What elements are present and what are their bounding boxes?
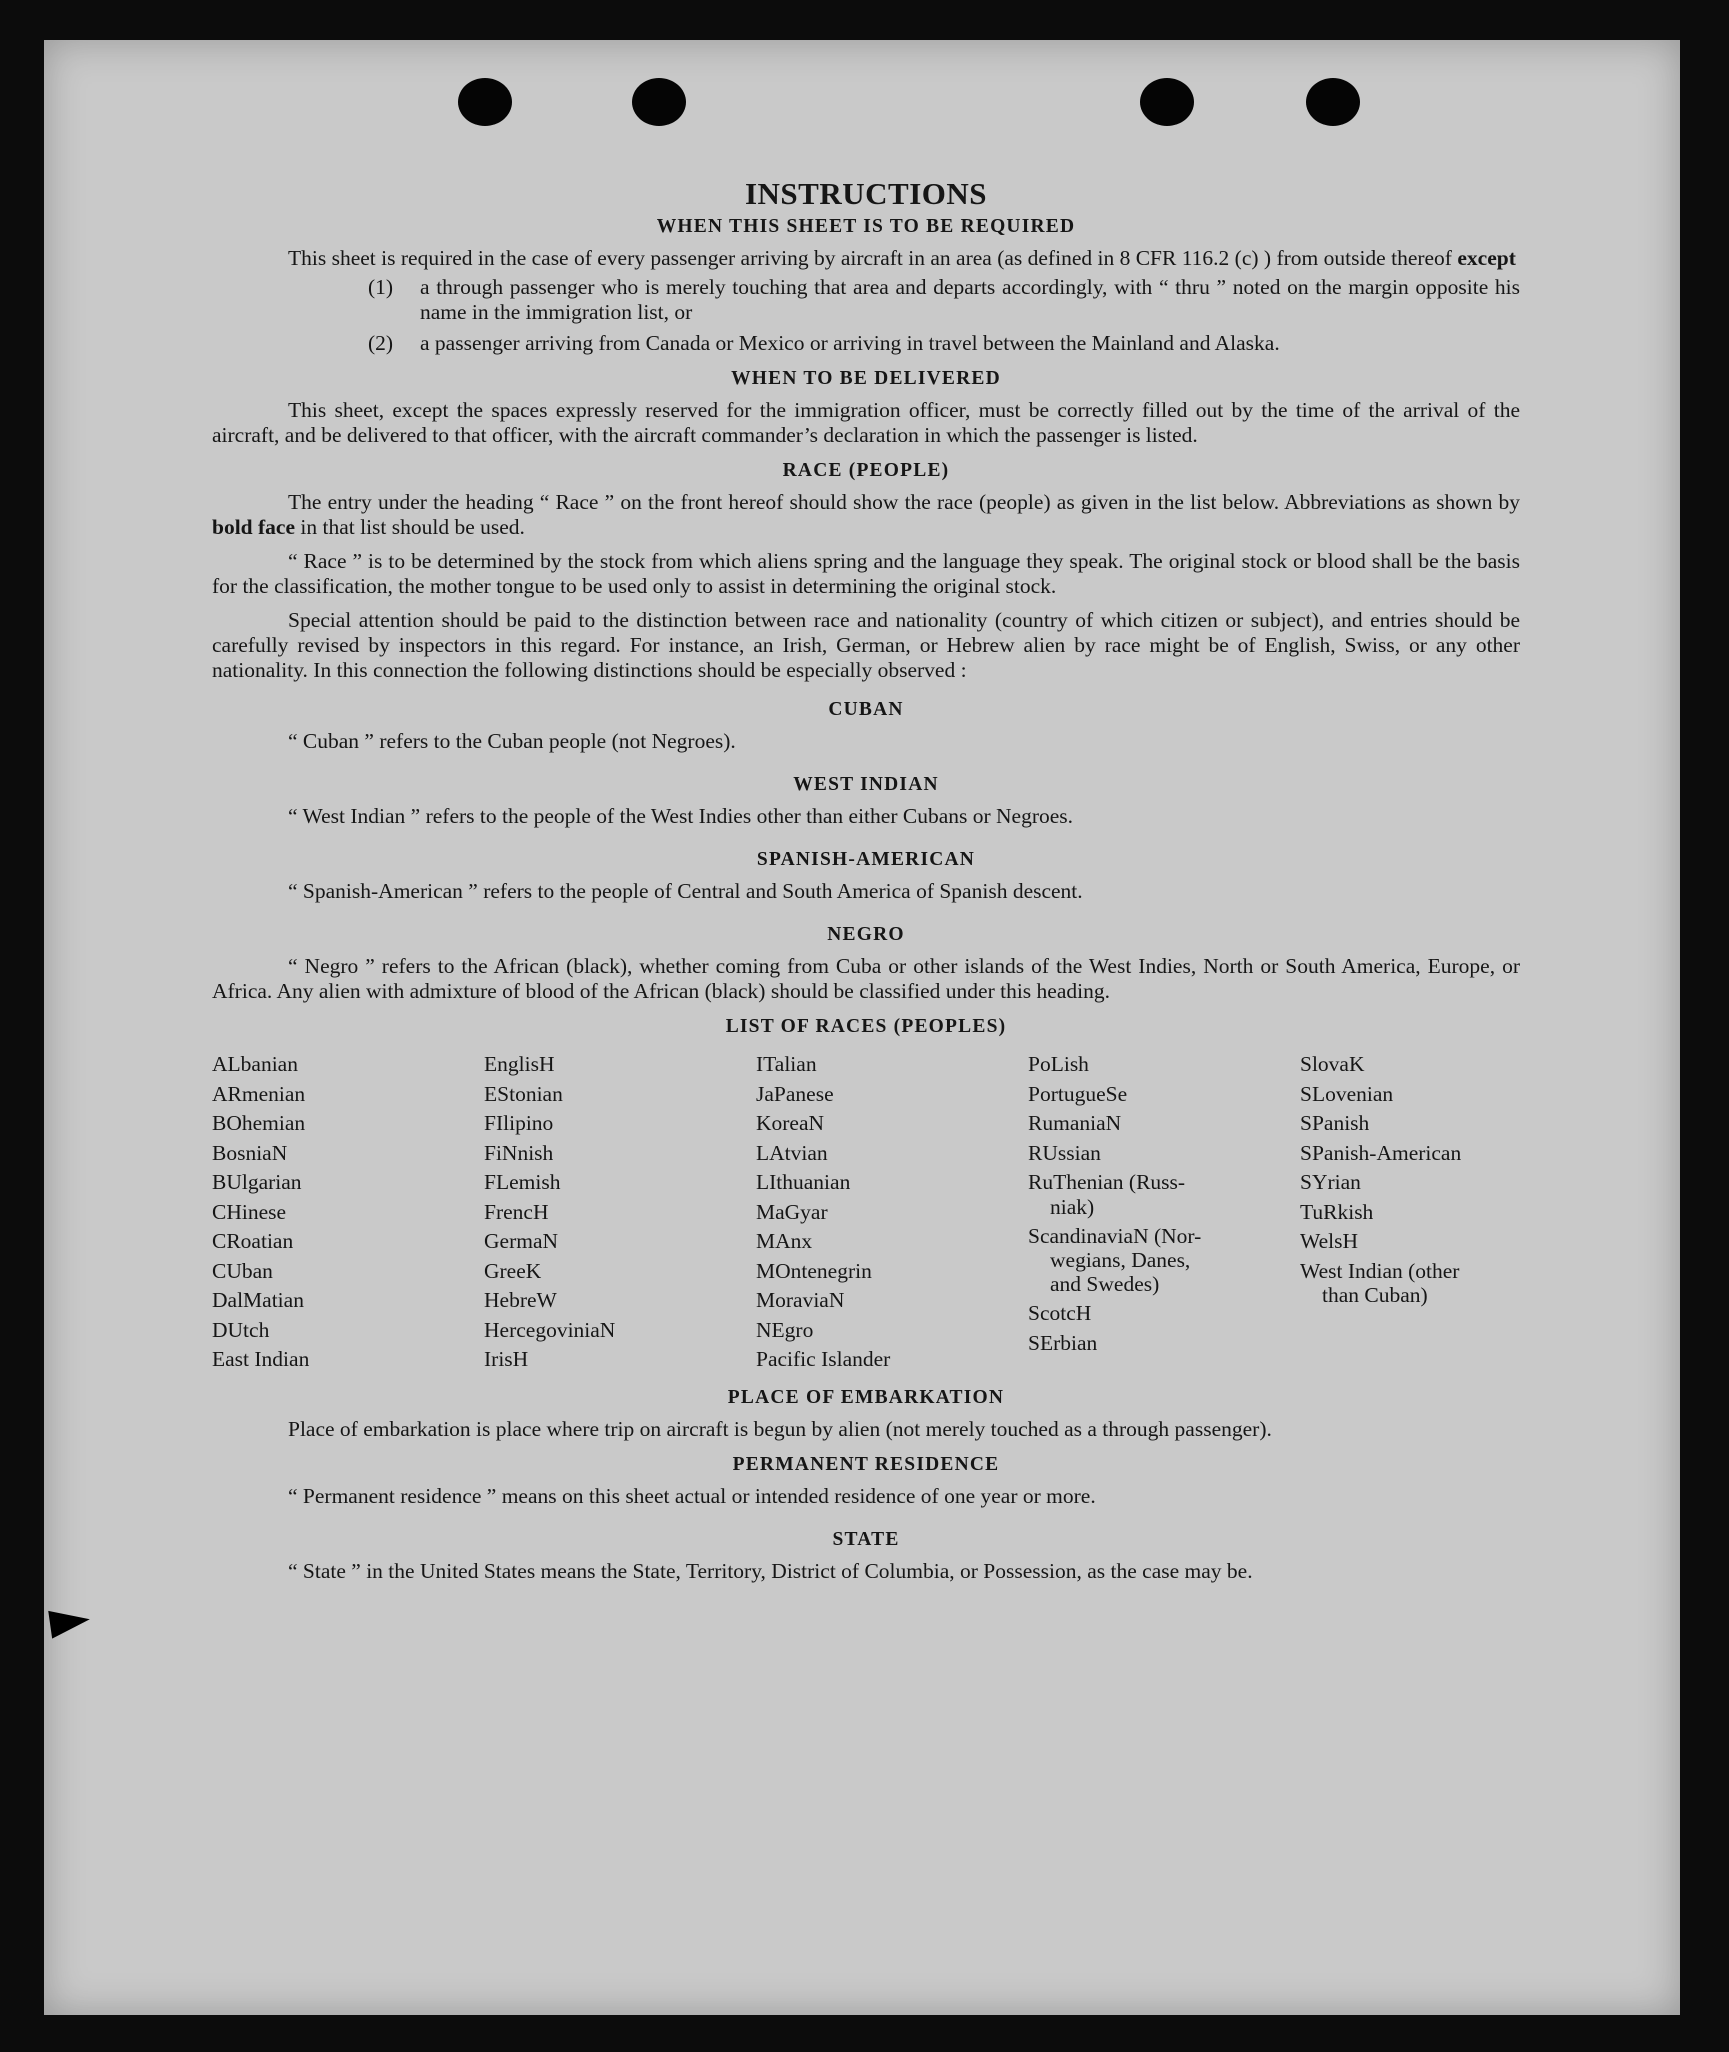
races-column-1	[212, 1050, 484, 1375]
punch-hole	[632, 78, 686, 126]
race-entry-continued: than Cuban)	[1322, 1283, 1428, 1307]
punch-hole	[458, 78, 512, 126]
race-entry: HebreW	[484, 1288, 557, 1312]
embarkation-text: Place of embarkation is place where trip on aircraft is begun by alien (not merely touched as a through passenger).	[288, 1416, 1272, 1441]
race-entry: SPanish-American	[1300, 1140, 1462, 1165]
race-entry: FIlipino	[484, 1111, 554, 1135]
section-heading-race: RACE (PEOPLE)	[782, 460, 950, 481]
race-entry: SPanish	[1300, 1111, 1370, 1135]
spanish-american-text: “ Spanish-American ” refers to the people of Central and South America of Spanish descent.	[288, 879, 1083, 903]
race-entry: BOhemian	[212, 1111, 306, 1135]
instructions-content	[212, 176, 1520, 1584]
races-list	[212, 1050, 1520, 1375]
section-heading-list-of-races: LIST OF RACES (PEOPLES)	[725, 1016, 1007, 1037]
exception-item-1: (1) a through passenger who is merely touching that area and departs accordingly, with “ thru ” noted on the margin opposite his name in the immigration list, or	[368, 275, 1520, 324]
race-entry: FiNnish	[484, 1140, 554, 1165]
race-entry-continued: niak)	[1050, 1194, 1095, 1219]
document-page	[44, 40, 1680, 2015]
negro-text: “ Negro ” refers to the African (black), whether coming from Cuba or other islands of the West Indies, North or South America, Europe, or Africa. Any alien with admixture of blood of the African (black) should be classified under this heading.	[212, 954, 1520, 1003]
race-entry: KoreaN	[756, 1111, 825, 1135]
race-entry: SYrian	[1300, 1170, 1361, 1194]
race-entry: RumaniaN	[1028, 1111, 1122, 1135]
race-entry: TuRkish	[1300, 1199, 1374, 1224]
race-entry: DalMatian	[212, 1288, 304, 1312]
race-entry: West Indian (other	[1300, 1258, 1460, 1283]
races-column-5	[1300, 1050, 1520, 1375]
race-entry: JaPanese	[756, 1081, 834, 1106]
race-entry: FrencH	[484, 1199, 549, 1224]
section-heading-spanish-american: SPANISH-AMERICAN	[756, 849, 976, 870]
race-entry: EStonian	[484, 1081, 563, 1106]
race-entry: LIthuanian	[756, 1170, 851, 1194]
west-indian-text: “ West Indian ” refers to the people of the West Indies other than either Cubans or Negroes.	[288, 804, 1074, 828]
race-entry: HercegoviniaN	[484, 1317, 616, 1342]
punch-hole	[1140, 78, 1194, 126]
race-entry: CHinese	[212, 1199, 287, 1224]
section-heading-negro: NEGRO	[827, 924, 905, 945]
permanent-residence-text: “ Permanent residence ” means on this sheet actual or intended residence of one year or more.	[288, 1483, 1096, 1508]
race-entry: PortugueSe	[1028, 1081, 1128, 1106]
race-entry: CUban	[212, 1258, 273, 1283]
race-entry: BosniaN	[212, 1140, 288, 1165]
race-entry: MaGyar	[756, 1199, 828, 1224]
race-entry: RUssian	[1028, 1140, 1101, 1165]
race-entry-continued: wegians, Danes,	[1050, 1248, 1191, 1272]
race-paragraph-1: The entry under the heading “ Race ” on the front hereof should show the race (people) as given in the list below. Abbreviations as shown by bold face in that list should be used.	[212, 490, 1520, 539]
race-entry: ScandinaviaN (Nor-	[1028, 1223, 1202, 1248]
section-heading-permanent-residence: PERMANENT RESIDENCE	[732, 1453, 1000, 1475]
race-entry: GreeK	[484, 1258, 542, 1283]
race-entry: East Indian	[212, 1347, 310, 1371]
race-entry: GermaN	[484, 1229, 559, 1253]
race-entry: WelsH	[1300, 1229, 1358, 1253]
races-column-4	[1028, 1050, 1300, 1375]
race-entry: EnglisH	[484, 1052, 555, 1076]
when-delivered-text: This sheet, except the spaces expressly reserved for the immigration officer, must be correctly filled out by the time of the arrival of the aircraft, and be delivered to that officer, with the aircraft commander’s declaration in which the passenger is listed.	[212, 398, 1520, 447]
race-entry: IrisH	[484, 1347, 529, 1371]
race-entry: SLovenian	[1300, 1081, 1394, 1106]
race-entry: ALbanian	[212, 1052, 298, 1076]
section-heading-state: STATE	[832, 1528, 900, 1550]
race-entry: SlovaK	[1300, 1052, 1365, 1076]
arrow-marker-icon	[48, 1605, 92, 1638]
races-column-3	[756, 1050, 1028, 1375]
races-column-2	[484, 1050, 756, 1375]
punch-hole	[1306, 78, 1360, 126]
race-entry: SErbian	[1028, 1330, 1098, 1355]
state-text: “ State ” in the United States means the State, Territory, District of Columbia, or Possession, as the case may be.	[288, 1558, 1253, 1583]
page-title: INSTRUCTIONS	[744, 176, 987, 211]
race-entry: ScotcH	[1028, 1301, 1092, 1325]
race-entry: NEgro	[756, 1317, 814, 1342]
race-entry: DUtch	[212, 1317, 270, 1342]
race-entry: MAnx	[756, 1229, 813, 1253]
race-entry: PoLish	[1028, 1052, 1089, 1076]
cuban-text: “ Cuban ” refers to the Cuban people (not Negroes).	[288, 729, 736, 753]
section-heading-when-required: WHEN THIS SHEET IS TO BE REQUIRED	[656, 216, 1076, 237]
race-entry: BUlgarian	[212, 1170, 302, 1194]
race-entry: ITalian	[756, 1052, 817, 1076]
exception-item-2: (2) a passenger arriving from Canada or Mexico or arriving in travel between the Mainland and Alaska.	[368, 331, 1280, 355]
race-entry-continued: and Swedes)	[1050, 1272, 1160, 1296]
race-entry: FLemish	[484, 1170, 561, 1194]
race-entry: LAtvian	[756, 1140, 828, 1165]
section-heading-embarkation: PLACE OF EMBARKATION	[727, 1386, 1005, 1408]
section-heading-when-delivered: WHEN TO BE DELIVERED	[731, 368, 1001, 389]
section-heading-west-indian: WEST INDIAN	[793, 774, 939, 795]
section-heading-cuban: CUBAN	[828, 699, 904, 720]
race-entry: Pacific Islander	[756, 1347, 891, 1371]
race-entry: RuThenian (Russ-	[1028, 1170, 1186, 1194]
race-entry: MOntenegrin	[756, 1258, 872, 1283]
race-entry: ARmenian	[212, 1081, 306, 1106]
race-paragraph-3: Special attention should be paid to the distinction between race and nationality (country of which citizen or subject), and entries should be carefully revised by inspectors in this regard. For instance, an Irish, German, or Hebrew alien by race might be of English, Swiss, or any other nationality. In this connection the following distinctions should be especially observed :	[212, 608, 1520, 682]
race-entry: MoraviaN	[756, 1288, 845, 1312]
race-paragraph-2: “ Race ” is to be determined by the stock from which aliens spring and the language they speak. The original stock or blood shall be the basis for the classification, the mother tongue to be used only to assist in determining the original stock.	[212, 549, 1520, 598]
race-entry: CRoatian	[212, 1229, 294, 1253]
when-required-intro: This sheet is required in the case of every passenger arriving by aircraft in an area (as defined in 8 CFR 116.2 (c) ) from outside thereof except	[288, 246, 1516, 270]
